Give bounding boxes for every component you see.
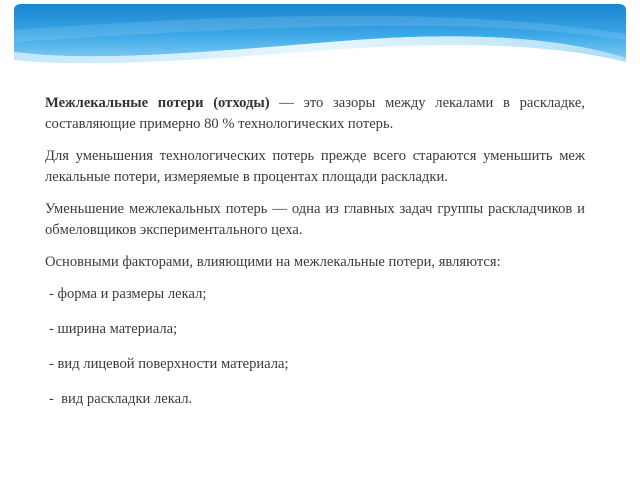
paragraph-reduction: Для уменьшения технологических потерь прежде всего стараются уменьшить меж лекальные потери, измеряемые в процентах площади раскладки. bbox=[45, 148, 585, 185]
factor-item: - форма и размеры лекал; bbox=[49, 286, 207, 302]
term-interpattern-losses: Межлекальные потери (отходы) bbox=[45, 95, 270, 111]
factor-item: - вид лицевой поверхности материала; bbox=[49, 356, 289, 372]
paragraph-factors-intro: Основными факторами, влияющими на межлекальные потери, являются: bbox=[45, 254, 501, 270]
factor-item: - вид раскладки лекал. bbox=[49, 391, 193, 407]
header-wave-banner bbox=[0, 0, 640, 80]
paragraph-task: Уменьшение межлекальных потерь — одна из главных задач группы раскладчиков и обмеловщиков экспериментального цеха. bbox=[45, 201, 585, 238]
factor-item: - ширина материала; bbox=[49, 321, 178, 337]
definition-text: — это зазоры между лекалами в раскладке, составляющие примерно 80 % технологических потерь. bbox=[45, 95, 585, 132]
paragraph-definition bbox=[45, 93, 585, 135]
slide-body-text bbox=[45, 93, 585, 424]
